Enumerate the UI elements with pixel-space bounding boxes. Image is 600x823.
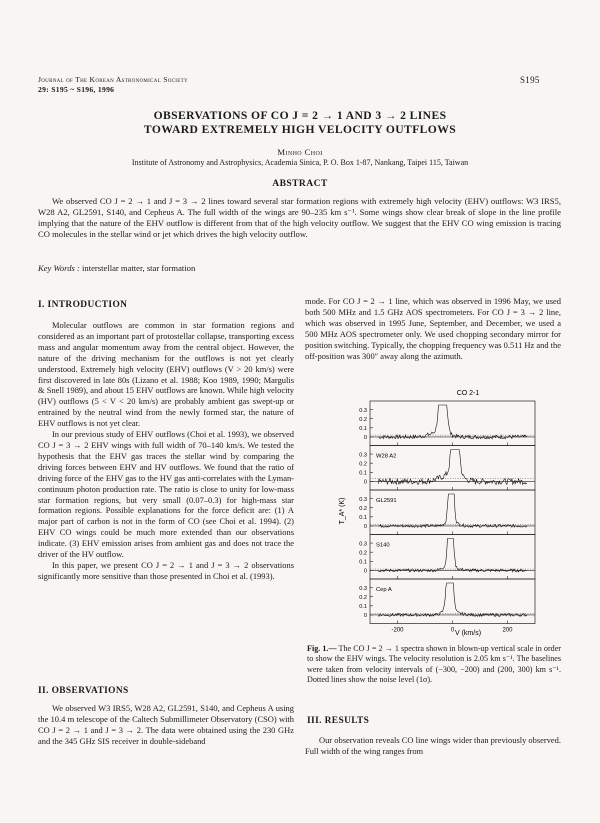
left-column (38, 320, 294, 582)
y-tick-label: 0.1 (359, 515, 367, 522)
figure-xlabel: V (km/s) (454, 630, 482, 637)
x-tick-label: 200 (502, 627, 513, 634)
volume-info: 29: S195 ~ S196, 1996 (38, 85, 115, 94)
figure-caption-text: The CO J = 2 → 1 spectra shown in blown-up vertical scale in order to show the EHV wings. The velocity resolution is 2.05 km s⁻¹. The baselines were taken from velocity intervals of (−300, −200) and (200, 300) km s⁻¹. Dotted lines show the noise level (1σ). (307, 644, 561, 684)
y-tick-label: 0.3 (359, 407, 367, 414)
results-paragraph-1: Our observation reveals CO line wings wider than previously observed. Full width of the wing ranges from (305, 735, 561, 756)
spectrum-line (378, 450, 527, 485)
y-tick-label: 0.2 (359, 505, 367, 512)
spectrum-panel-frame (370, 446, 535, 491)
y-tick-label: 0.3 (359, 496, 367, 503)
y-tick-label: 0.2 (359, 416, 367, 423)
y-tick-label: 0.3 (359, 585, 367, 592)
x-tick-label: -200 (391, 627, 404, 634)
y-tick-label: 0.1 (359, 426, 367, 433)
panel-label: S140 (376, 542, 390, 549)
y-tick-label: 0.2 (359, 594, 367, 601)
observations-heading: II. OBSERVATIONS (38, 686, 129, 696)
panel-label: Cep A (376, 587, 392, 593)
panel-label: GL2591 (376, 498, 397, 504)
x-tick-label: 0 (450, 627, 455, 634)
page-number: S195 (520, 75, 540, 85)
figure-panel-title: CO 2-1 (456, 390, 480, 397)
y-tick-label: 0 (363, 435, 367, 442)
spectrum-panel-frame (370, 490, 535, 535)
keywords-text: interstellar matter, star formation (82, 263, 196, 273)
author: Minho Choi (277, 147, 323, 157)
y-tick-label: 0 (363, 613, 367, 620)
intro-heading: I. INTRODUCTION (38, 300, 128, 310)
spectrum-line (378, 539, 527, 572)
right-column-text (305, 296, 561, 361)
y-tick-label: 0.2 (359, 550, 367, 557)
y-tick-label: 0.3 (359, 452, 367, 459)
figure-caption-label: Fig. 1.— (307, 644, 337, 653)
abstract-heading: ABSTRACT (272, 178, 328, 189)
affiliation: Institute of Astronomy and Astrophysics, Academia Sinica, P. O. Box 1-87, Nankang, Taipei 115, Taiwan (131, 158, 469, 167)
keywords (38, 263, 195, 273)
figure-caption (307, 644, 561, 685)
y-tick-label: 0.1 (359, 604, 367, 611)
y-tick-label: 0.1 (359, 559, 367, 566)
spectrum-panel-frame (370, 401, 535, 446)
observations-paragraph-1: We observed W3 IRS5, W28 A2, GL2591, S140, and Cepheus A using the 10.4 m telescope of the Caltech Submillimeter Observatory (CSO) with CO J = 2 → 1 and J = 3 → 2. The data were obtained using the 230 GHz and the 345 GHz SIS receiver in double-sideband (38, 703, 294, 746)
intro-paragraph-1: Molecular outflows are common in star formation regions and considered as an important part of protostellar collapse, transporting excess mass and angular momentum away from the central object. However, the nature of the driving mechanism for the outflows is not yet clearly understood. Extremely high velocity (EHV) outflows (V > 20 km/s) were first discovered in late 80s (Lizano et al. 1988; Koo 1989, 1990; Margulis & Snell 1989), and about 15 EHV outflows are known. While high velocity (HV) outflows (5 < V < 20 km/s) are probably ambient gas swept-up or entrained by the neutral wind from the newly formed star, the nature of EHV outflows is not yet clear. (38, 320, 294, 429)
y-tick-label: 0 (363, 524, 367, 531)
results-text (305, 735, 561, 757)
y-tick-label: 0.2 (359, 461, 367, 468)
y-tick-label: 0 (363, 568, 367, 575)
y-tick-label: 0.1 (359, 470, 367, 477)
results-heading: III. RESULTS (307, 716, 370, 726)
spectrum-panel-frame (370, 535, 535, 580)
journal-name: Journal of The Korean Astronomical Society (38, 75, 188, 84)
intro-paragraph-2: In our previous study of EHV outflows (Choi et al. 1993), we observed CO J = 3 → 2 EHV wings with full width of 70–140 km/s. We tested the hypothesis that the EHV gas traces the stellar wind by comparing the driving forces between EHV and HV outflows. We found that the ratio of driving force of the EHV gas to the HV gas anti-correlates with the Lyman-continuum photon production rate. The ratio is close to unity for low-mass star formation regions, but very small (0.07–0.3) for high-mass star formation regions. Possible explanations for the force deficit are: (1) A major part of carbon is not in the form of CO (see Choi et al. 1994). (2) EHV CO wings could be much more extended than our observations indicate. (3) EHV emission arises from ambient gas and does not trace the driver of the HV outflow. (38, 429, 294, 560)
panel-label: W28 A2 (376, 453, 397, 460)
intro-paragraph-3: In this paper, we present CO J = 2 → 1 and J = 3 → 2 observations significantly more sensitive than those presented in Choi et al. (1993). (38, 559, 294, 581)
spectrum-line (378, 583, 527, 616)
observations-paragraph-cont: mode. For CO J = 2 → 1 line, which was observed in 1996 May, we used both 500 MHz and 1.5 GHz AOS spectrometers. For CO J = 3 → 2 line, which was observed in 1995 June, September, and December, we used a 500 MHz AOS spectrometer only. We used chopping secondary mirror for position switching. Typically, the chopping frequency was 0.511 Hz and the off-position was 300″ away along the azimuth. (305, 296, 561, 361)
observations-text (38, 703, 294, 747)
keywords-label: Key Words : (38, 263, 80, 273)
figure-spectra (330, 383, 545, 638)
spectrum-line (378, 405, 527, 439)
figure-ylabel: T_A* (K) (339, 497, 346, 525)
spectrum-line (378, 494, 527, 527)
y-tick-label: 0 (363, 479, 367, 486)
paper-title-line2: TOWARD EXTREMELY HIGH VELOCITY OUTFLOWS (143, 123, 457, 136)
abstract-text: We observed CO J = 2 → 1 and J = 3 → 2 lines toward several star formation regions with extremely high velocity (EHV) outflows: W3 IRS5, W28 A2, GL2591, S140, and Cepheus A. The full width of the wings are 90–235 km s⁻¹. Some wings show clear break of slope in the line profile implying that the nature of the EHV outflow is different from that of the high velocity outflow. We suggest that the EHV CO wing emission is tracing CO molecules in the stellar wind or jet which drives the high velocity outflow. (38, 196, 561, 239)
paper-title-line1: OBSERVATIONS OF CO J = 2 → 1 AND 3 → 2 LINES (153, 109, 447, 122)
y-tick-label: 0.3 (359, 541, 367, 548)
